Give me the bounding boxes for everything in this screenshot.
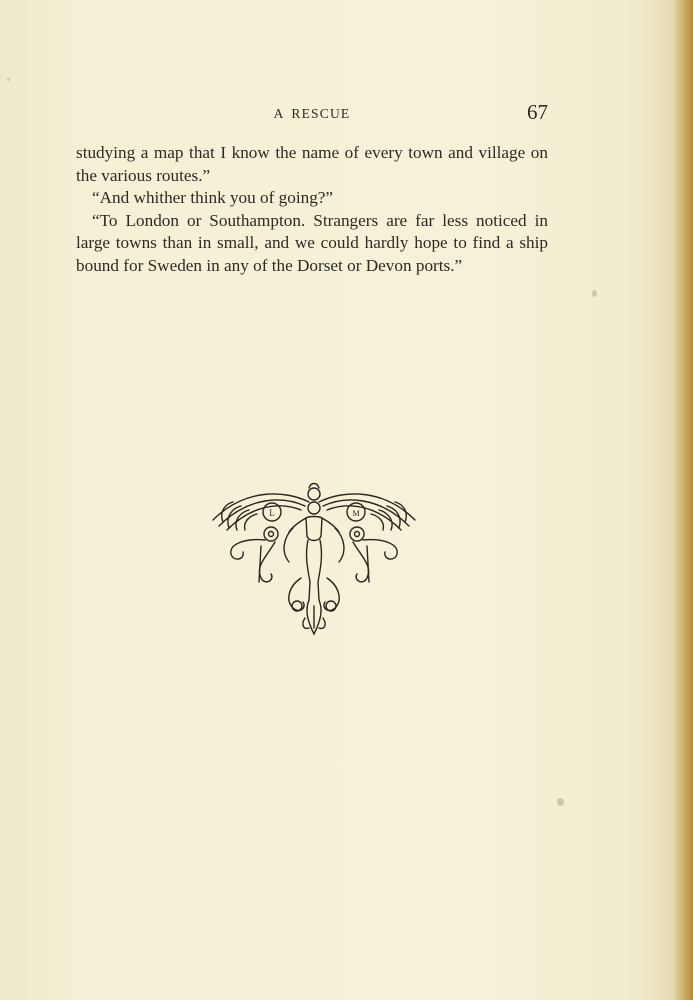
paper-speck bbox=[592, 290, 597, 297]
page-header bbox=[76, 100, 548, 128]
paragraph-question: “And whither think you of going?” bbox=[92, 188, 334, 207]
right-monogram: M bbox=[352, 509, 360, 518]
paper-speck bbox=[7, 78, 10, 81]
paper-speck bbox=[557, 798, 564, 806]
paragraph-continuation: studying a map that I know the name of every town and village on the various routes.” bbox=[76, 143, 548, 185]
decorative-tailpiece-ornament bbox=[205, 482, 423, 638]
page-number: 67 bbox=[527, 100, 548, 124]
body-text bbox=[76, 142, 548, 277]
running-title: A RESCUE bbox=[273, 106, 351, 121]
left-monogram: L bbox=[269, 508, 275, 518]
paragraph-answer: “To London or Southampton. Strangers are far less noticed in large towns than in small, and we could hardly hope to find a ship bound for Sweden in any of the Dorset or Devon ports.” bbox=[76, 210, 548, 275]
